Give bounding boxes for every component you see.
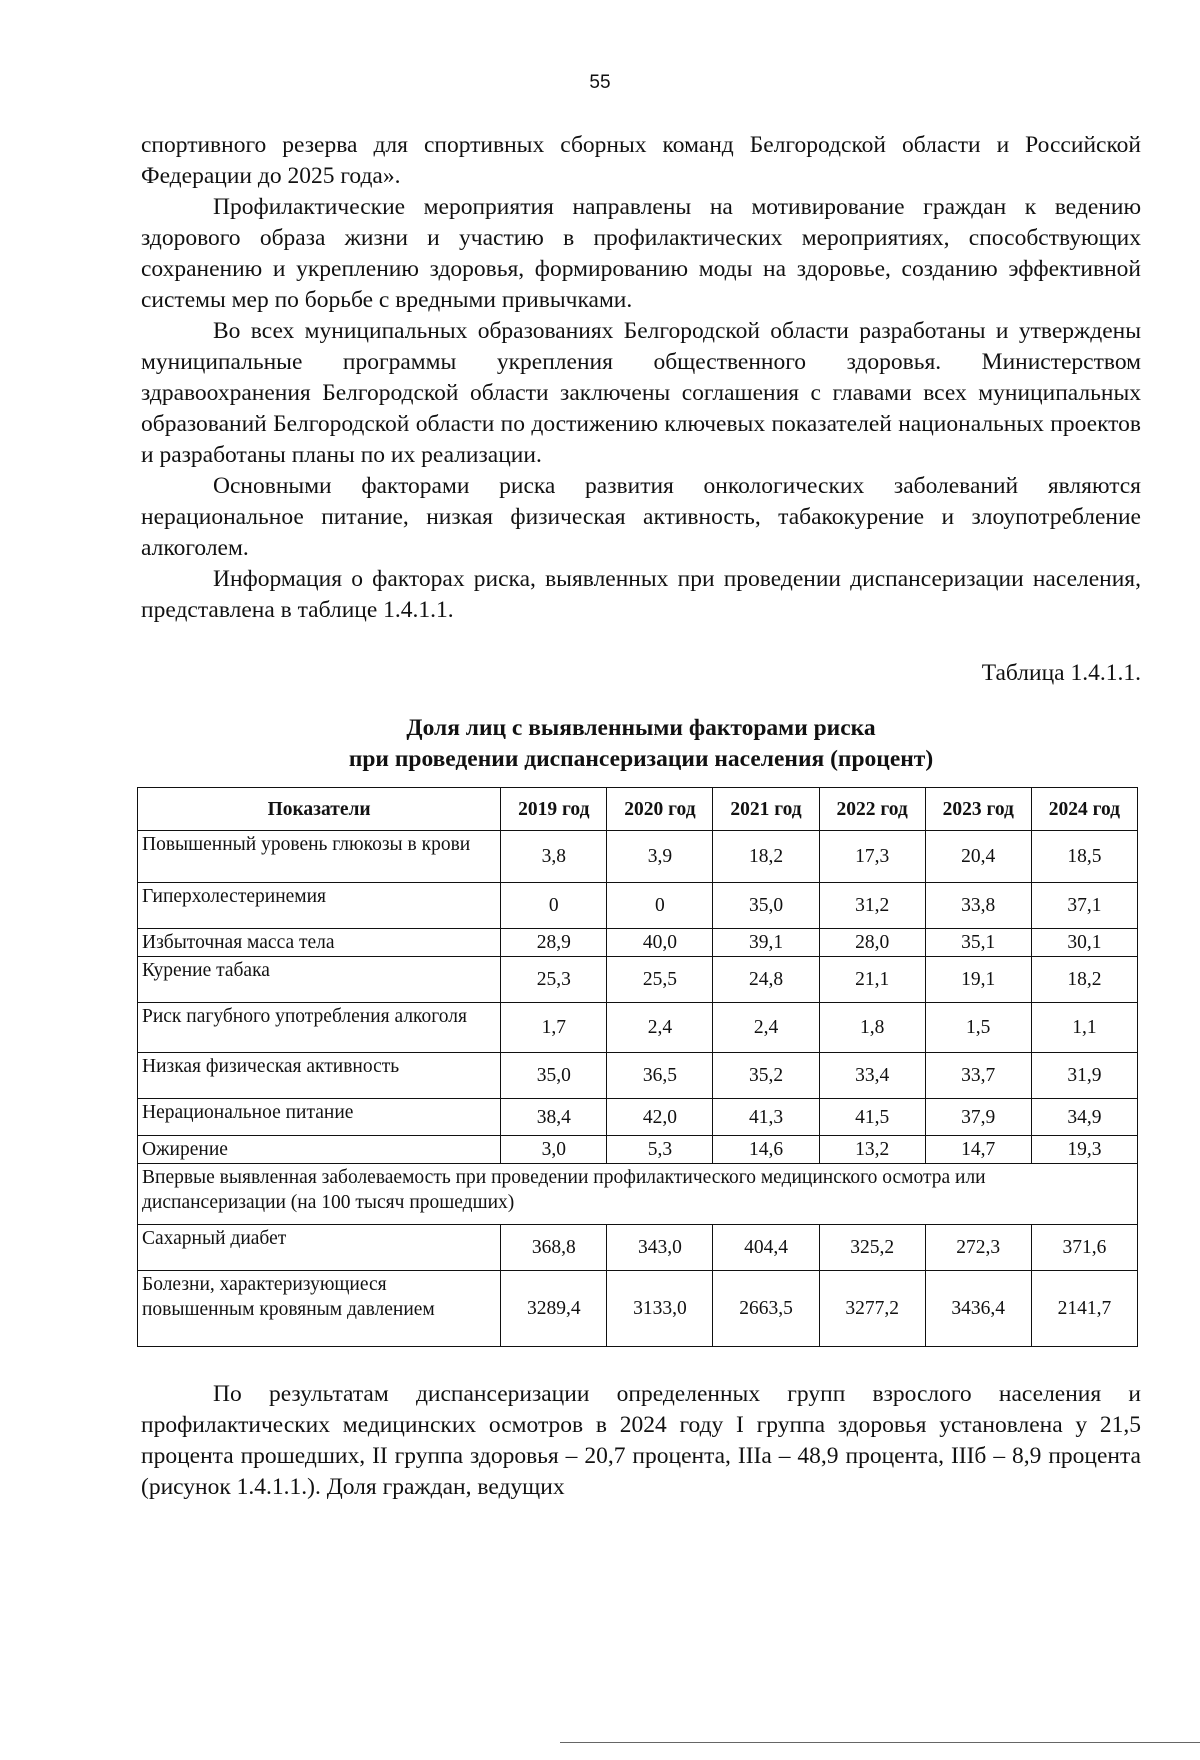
indicator-name: Избыточная масса тела <box>138 929 501 957</box>
value-cell: 3,8 <box>501 831 607 883</box>
closing-paragraph: По результатам диспансеризации определенных групп взрослого населения и профилактических медицинских осмотров в 2024 году I группа здоровья установлена у 21,5 процента прошедших, II группа здоровья – 20,7 процента, IIIа – 48,9 процента, IIIб – 8,9 процента (рисунок 1.4.1.1.). Доля граждан, ведущих <box>141 1381 1141 1500</box>
indicator-name: Нерациональное питание <box>138 1099 501 1136</box>
value-cell: 404,4 <box>713 1225 819 1271</box>
header-year: 2022 год <box>819 788 925 831</box>
header-year: 2021 год <box>713 788 819 831</box>
value-cell: 3133,0 <box>607 1271 713 1347</box>
value-cell: 25,3 <box>501 957 607 1003</box>
value-cell: 33,7 <box>925 1053 1031 1099</box>
table-row <box>138 1053 1138 1099</box>
value-cell: 17,3 <box>819 831 925 883</box>
table-row <box>138 929 1138 957</box>
value-cell: 2663,5 <box>713 1271 819 1347</box>
value-cell: 35,2 <box>713 1053 819 1099</box>
table-row <box>138 1271 1138 1347</box>
value-cell: 14,6 <box>713 1136 819 1164</box>
footer-rule <box>560 1742 1200 1743</box>
value-cell: 2,4 <box>607 1003 713 1053</box>
paragraph: Профилактические мероприятия направлены на мотивирование граждан к ведению здорового образа жизни и участию в профилактических мероприятиях, способствующих сохранению и укреплению здоровья, формированию моды на здоровье, созданию эффективной системы мер по борьбе с вредными привычками. <box>141 194 1141 313</box>
indicator-name: Курение табака <box>138 957 501 1003</box>
paragraph: Во всех муниципальных образованиях Белгородской области разработаны и утверждены муниципальные программы укрепления общественного здоровья. Министерством здравоохранения Белгородской области заключены соглашения с главами всех муниципальных образований Белгородской области по достижению ключевых показателей национальных проектов и разработаны планы по их реализации. <box>141 318 1141 468</box>
table-row <box>138 831 1138 883</box>
value-cell: 13,2 <box>819 1136 925 1164</box>
value-cell: 0 <box>501 883 607 929</box>
paragraph: спортивного резерва для спортивных сборных команд Белгородской области и Российской Федерации до 2025 года». <box>141 132 1141 189</box>
value-cell: 272,3 <box>925 1225 1031 1271</box>
value-cell: 19,3 <box>1031 1136 1137 1164</box>
value-cell: 39,1 <box>713 929 819 957</box>
value-cell: 2141,7 <box>1031 1271 1137 1347</box>
indicator-name: Гиперхолестеринемия <box>138 883 501 929</box>
value-cell: 41,3 <box>713 1099 819 1136</box>
value-cell: 368,8 <box>501 1225 607 1271</box>
value-cell: 3277,2 <box>819 1271 925 1347</box>
table-row <box>138 957 1138 1003</box>
value-cell: 3,9 <box>607 831 713 883</box>
value-cell: 42,0 <box>607 1099 713 1136</box>
value-cell: 24,8 <box>713 957 819 1003</box>
table-header-row <box>138 788 1138 831</box>
indicator-name: Низкая физическая активность <box>138 1053 501 1099</box>
value-cell: 35,0 <box>713 883 819 929</box>
table-title-line-1: Доля лиц с выявленными факторами риска <box>406 715 876 741</box>
value-cell: 25,5 <box>607 957 713 1003</box>
value-cell: 21,1 <box>819 957 925 1003</box>
header-year: 2019 год <box>501 788 607 831</box>
value-cell: 325,2 <box>819 1225 925 1271</box>
value-cell: 1,7 <box>501 1003 607 1053</box>
indicator-name: Сахарный диабет <box>138 1225 501 1271</box>
header-year: 2023 год <box>925 788 1031 831</box>
indicator-name: Повышенный уровень глюкозы в крови <box>138 831 501 883</box>
value-cell: 2,4 <box>713 1003 819 1053</box>
value-cell: 35,0 <box>501 1053 607 1099</box>
value-cell: 34,9 <box>1031 1099 1137 1136</box>
table-row <box>138 883 1138 929</box>
value-cell: 31,9 <box>1031 1053 1137 1099</box>
paragraph: Информация о факторах риска, выявленных при проведении диспансеризации населения, представлена в таблице 1.4.1.1. <box>141 566 1141 623</box>
value-cell: 3289,4 <box>501 1271 607 1347</box>
value-cell: 371,6 <box>1031 1225 1137 1271</box>
value-cell: 41,5 <box>819 1099 925 1136</box>
value-cell: 20,4 <box>925 831 1031 883</box>
section-title: Впервые выявленная заболеваемость при проведении профилактического медицинского осмотра или диспансеризации (на 100 тысяч прошедших) <box>138 1164 1138 1225</box>
value-cell: 38,4 <box>501 1099 607 1136</box>
value-cell: 36,5 <box>607 1053 713 1099</box>
section-row <box>138 1164 1138 1225</box>
value-cell: 33,4 <box>819 1053 925 1099</box>
table-row <box>138 1099 1138 1136</box>
paragraph: Основными факторами риска развития онкологических заболеваний являются нерациональное питание, низкая физическая активность, табакокурение и злоупотребление алкоголем. <box>141 473 1141 561</box>
value-cell: 40,0 <box>607 929 713 957</box>
value-cell: 18,2 <box>1031 957 1137 1003</box>
table-row <box>138 1136 1138 1164</box>
risk-factors-table <box>137 787 1138 1347</box>
value-cell: 18,5 <box>1031 831 1137 883</box>
intro-paragraphs <box>141 130 1141 626</box>
value-cell: 14,7 <box>925 1136 1031 1164</box>
header-year: 2020 год <box>607 788 713 831</box>
value-cell: 30,1 <box>1031 929 1137 957</box>
value-cell: 37,9 <box>925 1099 1031 1136</box>
value-cell: 31,2 <box>819 883 925 929</box>
indicator-name: Ожирение <box>138 1136 501 1164</box>
value-cell: 18,2 <box>713 831 819 883</box>
value-cell: 0 <box>607 883 713 929</box>
table-title-line-2: при проведении диспансеризации населения (процент) <box>348 746 934 772</box>
value-cell: 28,0 <box>819 929 925 957</box>
value-cell: 28,9 <box>501 929 607 957</box>
value-cell: 1,5 <box>925 1003 1031 1053</box>
table-label: Таблица 1.4.1.1. <box>981 660 1141 686</box>
value-cell: 37,1 <box>1031 883 1137 929</box>
value-cell: 1,8 <box>819 1003 925 1053</box>
header-year: 2024 год <box>1031 788 1137 831</box>
value-cell: 3,0 <box>501 1136 607 1164</box>
page-number: 55 <box>589 72 611 93</box>
document-body <box>141 130 1141 1503</box>
value-cell: 19,1 <box>925 957 1031 1003</box>
value-cell: 5,3 <box>607 1136 713 1164</box>
value-cell: 3436,4 <box>925 1271 1031 1347</box>
value-cell: 1,1 <box>1031 1003 1137 1053</box>
header-indicator: Показатели <box>138 788 501 831</box>
table-row <box>138 1003 1138 1053</box>
value-cell: 35,1 <box>925 929 1031 957</box>
table-title <box>141 713 1141 775</box>
indicator-name: Риск пагубного употребления алкоголя <box>138 1003 501 1053</box>
indicator-name: Болезни, характеризующиеся повышенным кровяным давлением <box>138 1271 501 1347</box>
value-cell: 343,0 <box>607 1225 713 1271</box>
value-cell: 33,8 <box>925 883 1031 929</box>
table-row <box>138 1225 1138 1271</box>
